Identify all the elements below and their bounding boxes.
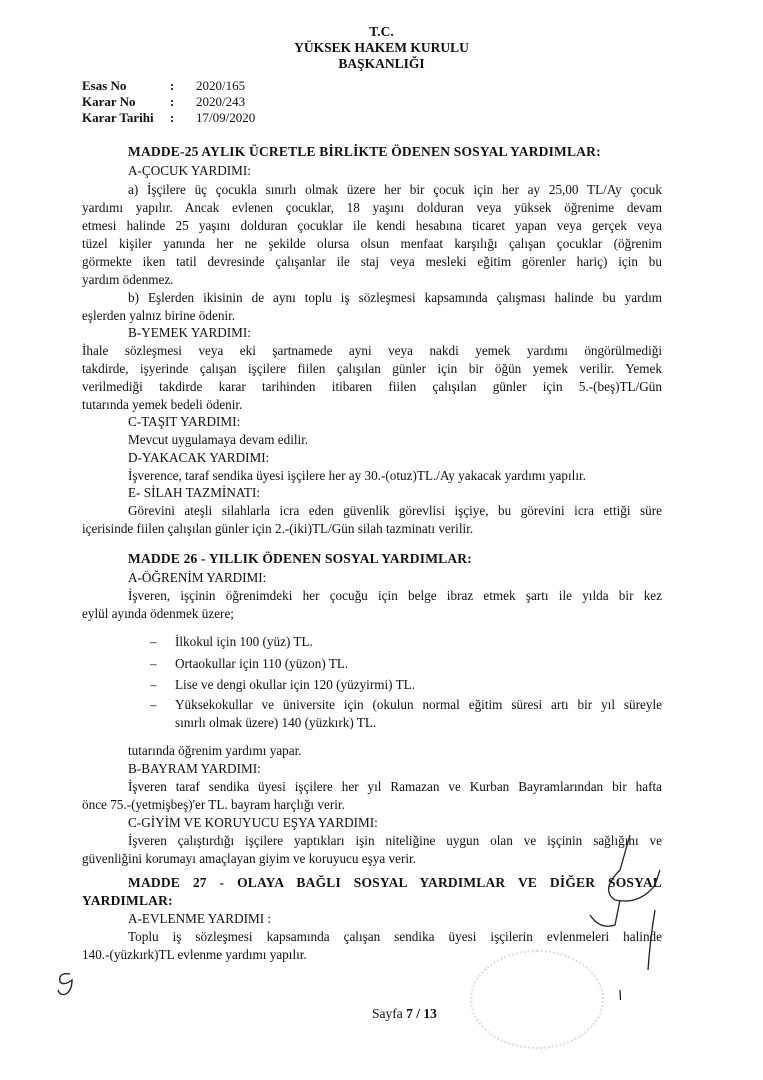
paragraph-line: içerisinde fiilen çalışılan günler için 2.-(iki)TL/Gün silah tazminatı verilir.: [82, 521, 474, 536]
paragraph-line: İhale sözleşmesi veya eki şartnamede ayni veya nakdi yemek yardımı öngörülmediği: [82, 343, 662, 358]
paragraph-line: Mevcut uygulamaya devam edilir.: [128, 432, 309, 447]
paragraph-line: tutarında öğrenim yardımı yapar.: [128, 743, 302, 758]
paragraph-line: İşveren, işçinin öğrenimdeki her çocuğu için belge ibraz etmek şartı ile yılda bir kez: [128, 588, 662, 603]
list-item-continuation: sınırlı olmak üzere) 140 (yüzkırk) TL.: [175, 715, 377, 730]
list-bullet: –: [150, 677, 157, 692]
article-26-title: MADDE 26 - YILLIK ÖDENEN SOSYAL YARDIMLAR:: [128, 551, 472, 566]
paragraph-line: Toplu iş sözleşmesi kapsamında çalışan sendika üyesi işçilerin evlenmeleri halinde: [128, 929, 662, 944]
article-27-title-continuation: YARDIMLAR:: [82, 893, 173, 908]
list-item: Yüksekokullar ve üniversite için (okulun normal eğitim süresi artı bir yıl süreyle: [175, 697, 662, 712]
header-tc: T.C.: [369, 24, 394, 39]
list-bullet: –: [150, 634, 157, 649]
paragraph-line: takdirde, işyerinde çalışan işçilere fiilen çalışılan günler için bir öğün yemek verilir. Yemek: [82, 361, 662, 376]
paragraph-line: yardımı yapılır. Ancak evlenen çocuklar, 18 yaşını dolduran veya yüksek öğrenime devam: [82, 200, 662, 215]
list-item: İlkokul için 100 (yüz) TL.: [175, 634, 313, 649]
paragraph-line: b) Eşlerden ikisinin de aynı toplu iş sözleşmesi kapsamında çalışması halinde bu yardım: [128, 290, 662, 305]
paragraph-line: verilmediği takdirde karar tarihinden itibaren fiilen çalışılan günler için 5.-(beş)TL/Gün: [82, 379, 662, 394]
list-bullet: –: [150, 697, 157, 712]
paragraph-line: görmekte iken tatil devresinde çalışanlar ile staj veya mesleki eğitim görenler hariç) için bu: [82, 254, 662, 269]
paragraph-line: tutarında yemek bedeli ödenir.: [82, 397, 243, 412]
meta-value: 2020/243: [196, 94, 246, 109]
handwritten-signature: [560, 830, 680, 1000]
meta-label: Karar Tarihi: [82, 110, 154, 125]
paragraph-line: a) İşçilere üç çocukla sınırlı olmak üzere her bir çocuk için her ay 25,00 TL/Ay çocuk: [128, 182, 662, 197]
paragraph-line: eşlerden yalnız birine ödenir.: [82, 308, 236, 323]
paragraph-line: tüzel kişiler yanında her ne şekilde olursa olsun menfaat karşılığı çalışan çocuklar (öğrenim: [82, 236, 662, 251]
meta-colon: :: [170, 94, 175, 109]
bayram-yardimi-title: B-BAYRAM YARDIMI:: [128, 761, 261, 776]
paragraph-line: önce 75.-(yetmişbeş)'er TL. bayram harçlığı verir.: [82, 797, 345, 812]
evlenme-yardimi-title: A-EVLENME YARDIMI :: [128, 911, 272, 926]
paragraph-line: İşveren çalıştırdığı işçilere yaptıkları işin niteliğine uygun olan ve işçinin sağlığını ve: [128, 833, 662, 848]
page-label: Sayfa: [372, 1006, 403, 1021]
yakacak-yardimi-title: D-YAKACAK YARDIMI:: [128, 450, 270, 465]
tasit-yardimi-title: C-TAŞIT YARDIMI:: [128, 414, 241, 429]
list-item: Ortaokullar için 110 (yüzon) TL.: [175, 656, 349, 671]
silah-tazminati-title: E- SİLAH TAZMİNATI:: [128, 485, 261, 500]
meta-row-esas: [82, 78, 245, 94]
paragraph-line: İşveren taraf sendika üyesi işçilere her yıl Ramazan ve Kurban Bayramlarından bir hafta: [128, 779, 662, 794]
article-25-title: MADDE-25 AYLIK ÜCRETLE BİRLİKTE ÖDENEN SOSYAL YARDIMLAR:: [128, 144, 601, 159]
header-institution: YÜKSEK HAKEM KURULU: [294, 40, 469, 55]
paragraph-line: etmesi halinde 25 yaşını dolduran çocuklar ile kendi hesabına ticaret yapan veya gerçek veya: [82, 218, 662, 233]
ogrenim-yardimi-title: A-ÖĞRENİM YARDIMI:: [128, 570, 267, 585]
cocuk-yardimi-title: A-ÇOCUK YARDIMI:: [128, 163, 251, 178]
meta-row-tarih: [82, 110, 255, 126]
meta-label: Karar No: [82, 94, 136, 109]
meta-value: 2020/165: [196, 78, 246, 93]
paragraph-line: 140.-(yüzkırk)TL evlenme yardımı yapılır.: [82, 947, 307, 962]
yemek-yardimi-title: B-YEMEK YARDIMI:: [128, 325, 251, 340]
handwritten-initial: [52, 968, 82, 998]
meta-row-karar: [82, 94, 245, 110]
paragraph-line: eylül ayında ödenmek üzere;: [82, 606, 234, 621]
meta-label: Esas No: [82, 78, 127, 93]
meta-colon: :: [170, 110, 175, 125]
page-value: 7 / 13: [406, 1006, 437, 1021]
list-item: Lise ve dengi okullar için 120 (yüzyirmi) TL.: [175, 677, 416, 692]
paragraph-line: güvenliğini korumayı amaçlayan giyim ve koruyucu eşya verir.: [82, 851, 416, 866]
article-27-title: MADDE 27 - OLAYA BAĞLI SOSYAL YARDIMLAR VE DİĞER SOSYAL: [128, 875, 662, 890]
meta-colon: :: [170, 78, 175, 93]
paragraph-line: İşverence, taraf sendika üyesi işçilere her ay 30.-(otuz)TL./Ay yakacak yardımı yapılır.: [128, 468, 586, 483]
giyim-yardimi-title: C-GİYİM VE KORUYUCU EŞYA YARDIMI:: [128, 815, 378, 830]
header-department: BAŞKANLIĞI: [338, 56, 425, 71]
paragraph-line: yardım ödenmez.: [82, 272, 174, 287]
page-number: [372, 1006, 437, 1022]
paragraph-line: Görevini ateşli silahlarla icra eden güvenlik görevlisi işçiye, bu görevini icra ettiği süre: [128, 503, 662, 518]
list-bullet: –: [150, 656, 157, 671]
meta-value: 17/09/2020: [196, 110, 256, 125]
